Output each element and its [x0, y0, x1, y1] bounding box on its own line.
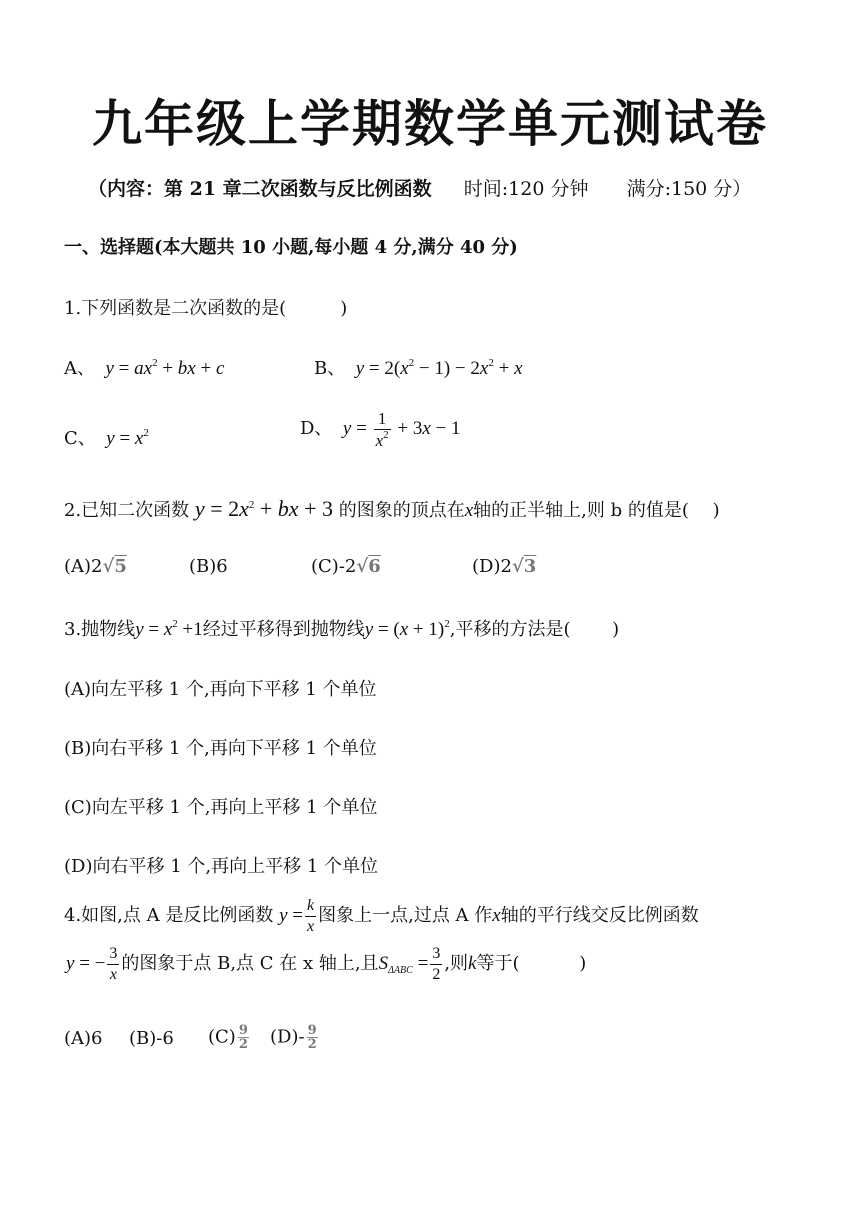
q1-option-c: [64, 424, 149, 450]
q2-c-radicand: 6: [368, 556, 381, 577]
q4-option-b: (B)-6: [129, 1028, 174, 1049]
q4-line2-mid2: ,则: [444, 952, 469, 974]
q3-option-d: (D)向右平移 1 个,再向上平移 1 个单位: [64, 856, 378, 877]
q4-c-numerator: 9: [238, 1023, 248, 1038]
q4-line-1: 4.如图,点 A 是反比例函数 y = $\frac{k}{x}$ 图象上一点,过点 A 作x轴的平行线交反比例函数: [64, 897, 699, 935]
q4-d-denominator: 2: [307, 1037, 317, 1052]
q3-option-a: (A)向左平移 1 个,再向下平移 1 个单位: [64, 679, 377, 700]
q2-stem-pre: 2.已知二次函数: [64, 500, 190, 521]
q1-option-d: [300, 410, 461, 449]
subtitle-score: 满分:150 分）: [626, 178, 752, 200]
q4-c-denominator: 2: [238, 1037, 248, 1052]
q2-a-text: (A)2: [64, 556, 103, 577]
sqrt-icon: √6: [356, 556, 381, 577]
q3-formula-2: $y = (x + 1)^2$: [364, 618, 450, 640]
q1-b-formula: $y = 2(x^2 - 1) - 2x^2 + x$: [350, 357, 523, 379]
q4-area-formula: $S_{\Delta ABC}$ = $\frac{3}{2}$: [378, 945, 441, 983]
q3-stem-pre: 3.抛物线: [64, 619, 136, 640]
q3-stem-post: ,平移的方法是( ): [449, 619, 620, 640]
q2-option-c: [311, 556, 381, 577]
q3-stem: [64, 615, 619, 641]
q4-line2-post: 等于( ): [476, 952, 587, 974]
q1-option-b: [314, 354, 523, 380]
q1-d-label: D、: [300, 417, 333, 439]
q4-c-text: (C): [208, 1026, 236, 1048]
page-title: 九年级上学期数学单元测试卷: [92, 94, 768, 153]
q4-line1-post: 轴的平行线交反比例函数: [500, 904, 699, 926]
q2-stem-post: 轴的正半轴上,则 b 的值是( ): [473, 500, 720, 521]
q3-option-c: (C)向左平移 1 个,再向上平移 1 个单位: [64, 797, 378, 818]
q4-line1-pre: 4.如图,点 A 是反比例函数: [64, 904, 274, 926]
q2-stem: [64, 496, 720, 522]
subtitle: [88, 174, 751, 201]
q2-d-radicand: 3: [523, 556, 537, 577]
q1-b-label: B、: [314, 358, 346, 379]
q4-option-c: [208, 1024, 251, 1051]
q4-d-numerator: 9: [307, 1023, 317, 1038]
q3-option-b: (B)向右平移 1 个,再向下平移 1 个单位: [64, 738, 377, 759]
q4-d-text: (D)-: [270, 1026, 305, 1048]
q1-d-formula: y = $\frac{1}{x^2}$ + 3x − 1: [338, 409, 461, 450]
sqrt-icon: √3: [511, 556, 537, 577]
q1-a-label: A、: [64, 358, 95, 379]
q2-stem-mid: 的图象的顶点在: [338, 500, 465, 521]
subtitle-time: 时间:120 分钟: [463, 178, 589, 200]
q2-option-d: [472, 556, 536, 577]
q4-formula-neg3: y = − $\frac{3}{x}$: [66, 945, 118, 983]
q1-a-formula: $y = ax^2$ + bx + c: [100, 357, 225, 379]
q4-line2-mid: 的图象于点 B,点 C 在 x 轴上,且: [121, 952, 379, 974]
q3-formula-1: $y = x^2 +1$: [135, 618, 203, 640]
q1-c-label: C、: [64, 428, 96, 449]
q1-option-a: [64, 354, 224, 380]
q4-line1-mid: 图象上一点,过点 A 作: [318, 904, 493, 926]
q2-option-a: [64, 556, 127, 577]
q4-line-2: y = − $\frac{3}{x}$ 的图象于点 B,点 C 在 x 轴上,且$S_{\Delta ABC}$ = $\frac{3}{2}$ ,则k等于( ): [66, 945, 587, 983]
q2-c-text: (C)-2: [311, 556, 357, 577]
q4-option-a: (A)6: [64, 1028, 103, 1049]
section-heading: 一、选择题(本大题共 10 小题,每小题 4 分,满分 40 分): [64, 237, 518, 258]
q4-formula-k: y = $\frac{k}{x}$: [279, 897, 315, 935]
q1-c-formula: $y = x^2$: [101, 427, 149, 449]
q1-stem: 1.下列函数是二次函数的是( ): [64, 298, 348, 319]
q2-a-radicand: 5: [114, 556, 127, 577]
q2-d-text: (D)2: [472, 556, 512, 577]
q2-x-var: x: [464, 500, 474, 521]
q3-stem-mid: 经过平移得到抛物线: [202, 619, 365, 640]
q4-option-d: [270, 1024, 320, 1051]
sqrt-icon: √5: [102, 556, 127, 577]
q2-formula: $y = 2x^2$ + bx + 3: [194, 496, 333, 521]
subtitle-content: （内容：第 21 章二次函数与反比例函数: [88, 178, 432, 200]
q2-option-b: (B)6: [189, 556, 228, 577]
